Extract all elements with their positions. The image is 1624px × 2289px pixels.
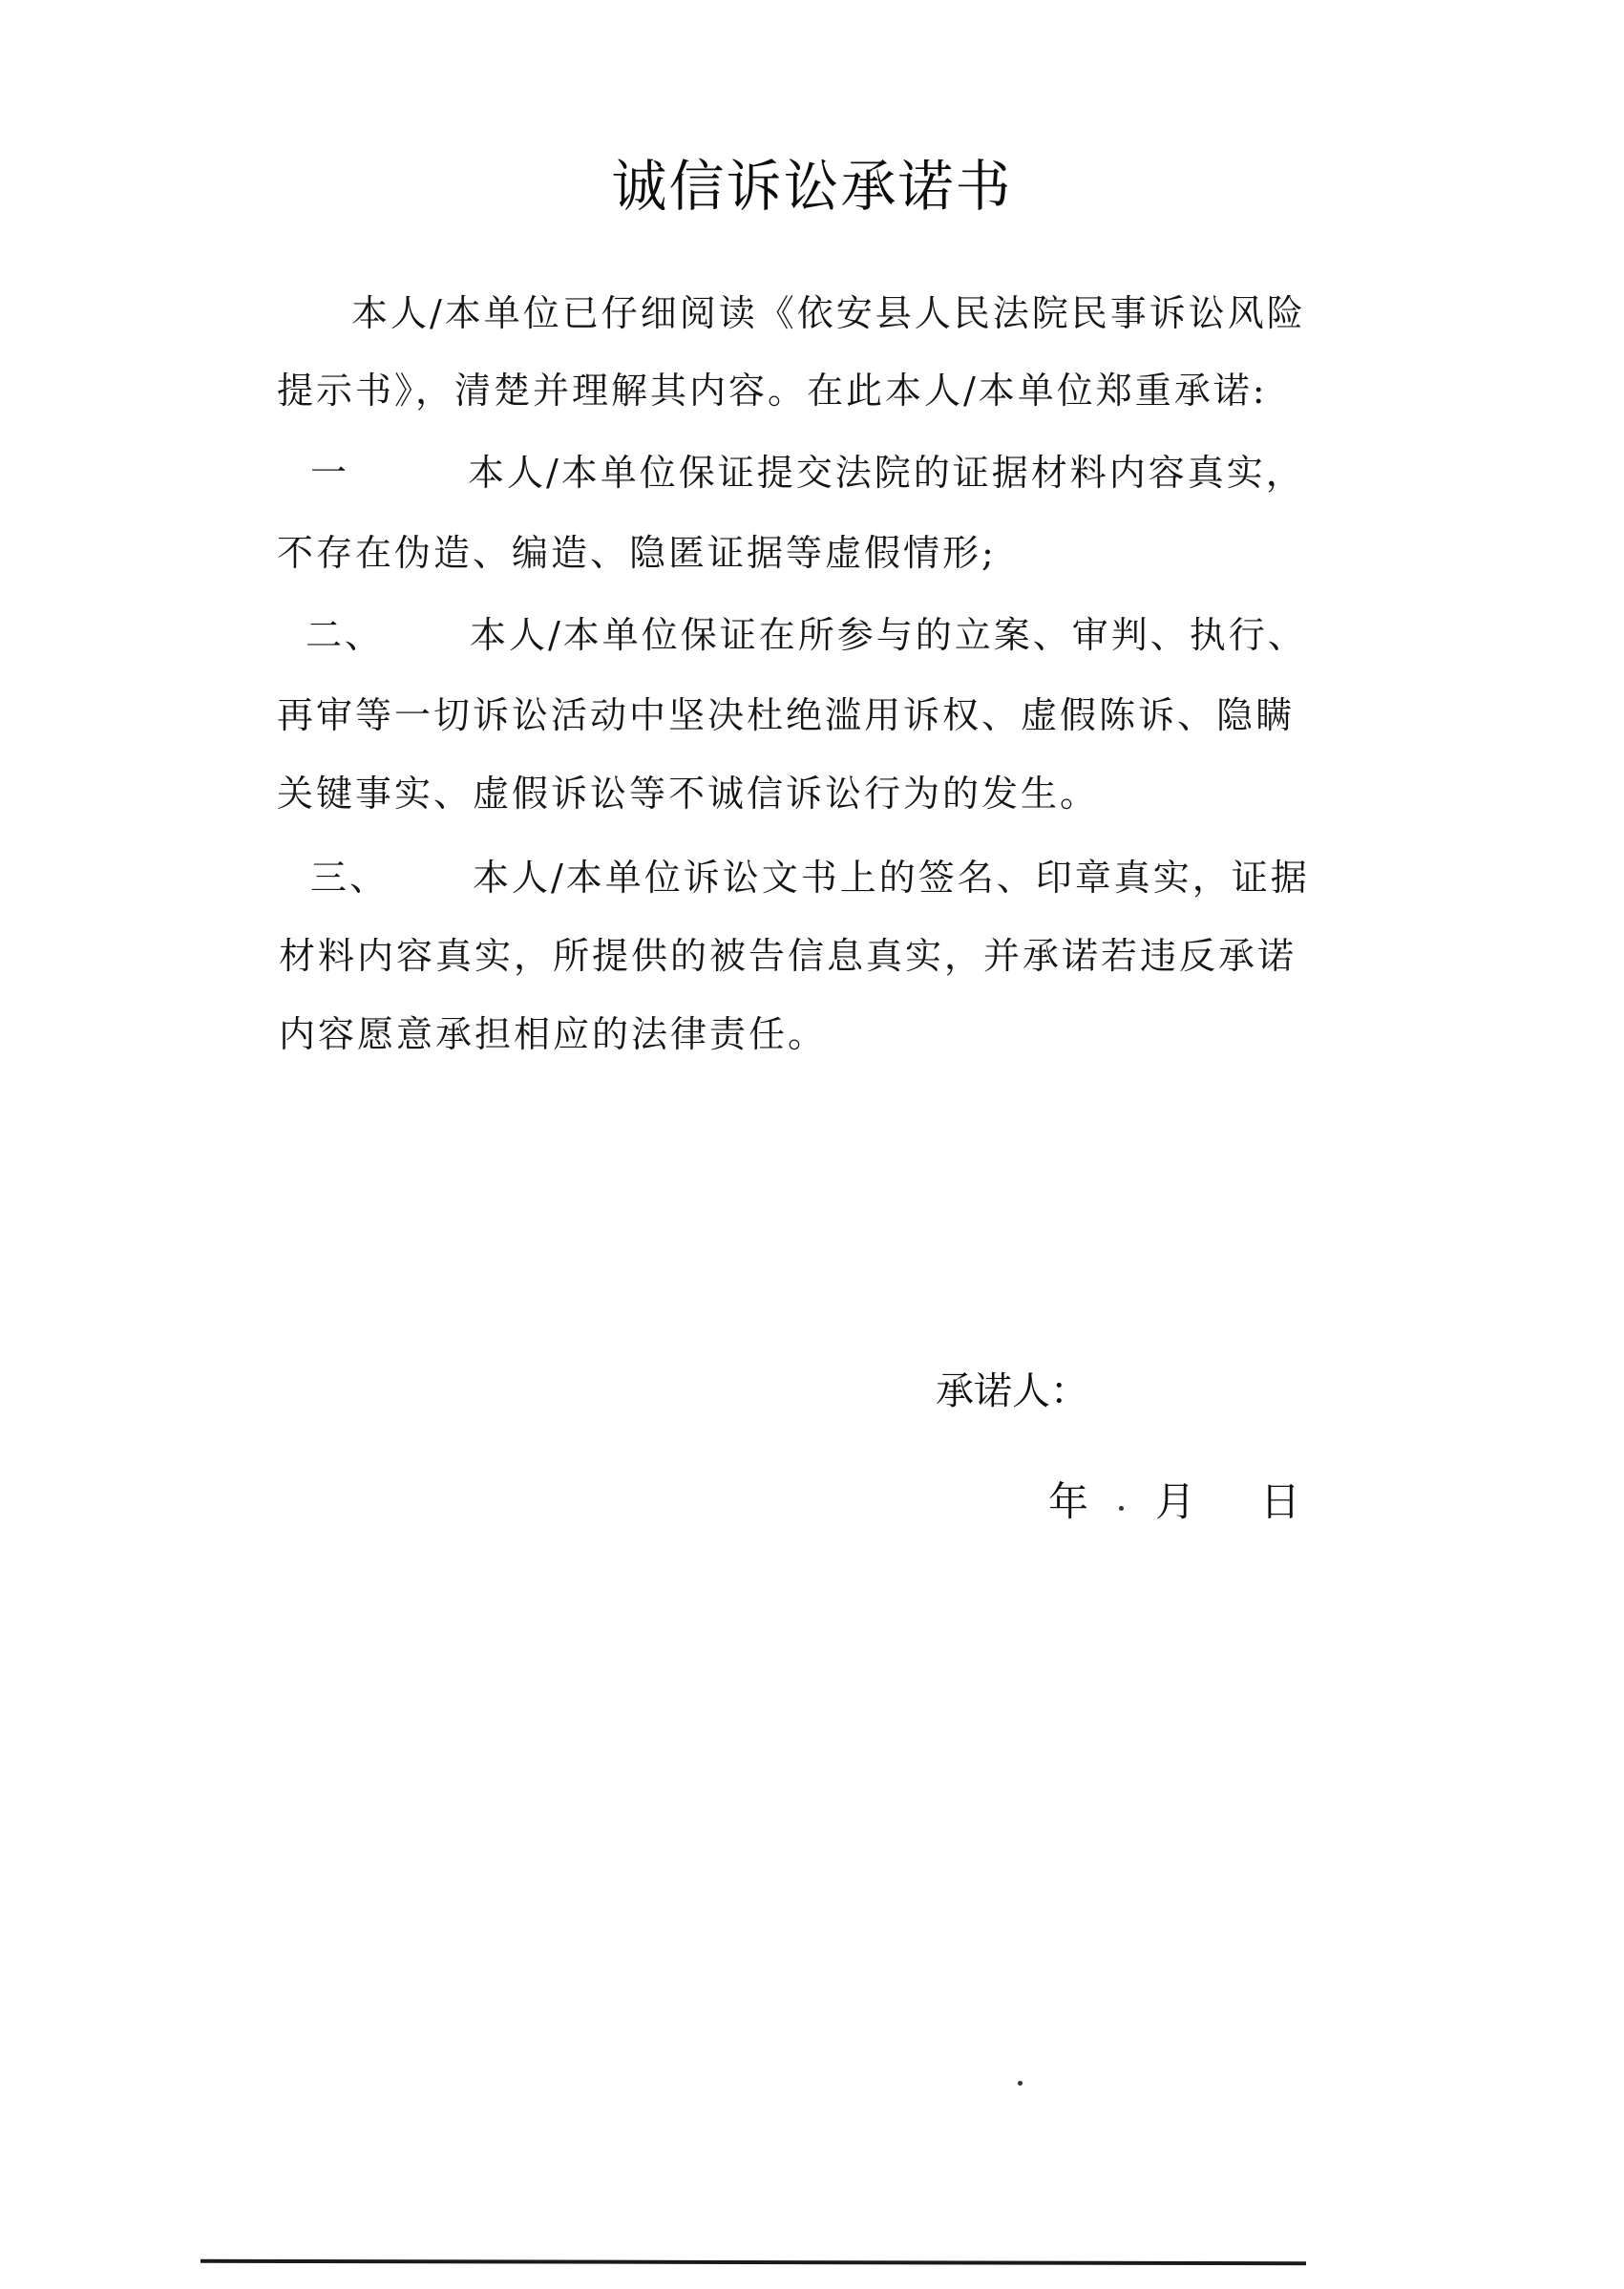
footer-rule — [200, 2259, 1306, 2265]
item-2-continuation-1: 再审等一切诉讼活动中坚决杜绝滥用诉权、虚假陈诉、隐瞒 — [277, 694, 1296, 736]
item-1-marker: 一 — [310, 452, 350, 494]
item-1-continuation-1: 不存在伪造、编造、隐匿证据等虚假情形; — [277, 532, 997, 574]
date-year-label: 年 — [1048, 1478, 1089, 1525]
item-3-continuation-2: 内容愿意承担相应的法律责任。 — [279, 1013, 828, 1055]
item-2-continuation-2: 关键事实、虚假诉讼等不诚信诉讼行为的发生。 — [277, 773, 1100, 815]
item-2-first-line: 本人/本单位保证在所参与的立案、审判、执行、 — [470, 614, 1307, 656]
document-title: 诚信诉讼承诺书 — [611, 154, 1013, 219]
item-3-marker: 三、 — [310, 857, 390, 899]
item-3-continuation-1: 材料内容真实，所提供的被告信息真实，并承诺若违反承诺 — [279, 935, 1297, 977]
signature-label: 承诺人： — [936, 1369, 1088, 1413]
intro-line-1: 本人/本单位已仔细阅读《依安县人民法院民事诉讼风险 — [351, 292, 1306, 334]
scan-speck — [1119, 1506, 1124, 1511]
item-1-first-line: 本人/本单位保证提交法院的证据材料内容真实， — [468, 452, 1305, 494]
item-2-marker: 二、 — [306, 614, 385, 656]
intro-line-2: 提示书》，清楚并理解其内容。在此本人/本单位郑重承诺: — [277, 370, 1268, 412]
item-3-first-line: 本人/本单位诉讼文书上的签名、印章真实，证据 — [473, 857, 1310, 899]
scan-speck — [1018, 2081, 1023, 2086]
date-day-label: 日 — [1260, 1478, 1301, 1525]
date-month-label: 月 — [1155, 1478, 1196, 1525]
